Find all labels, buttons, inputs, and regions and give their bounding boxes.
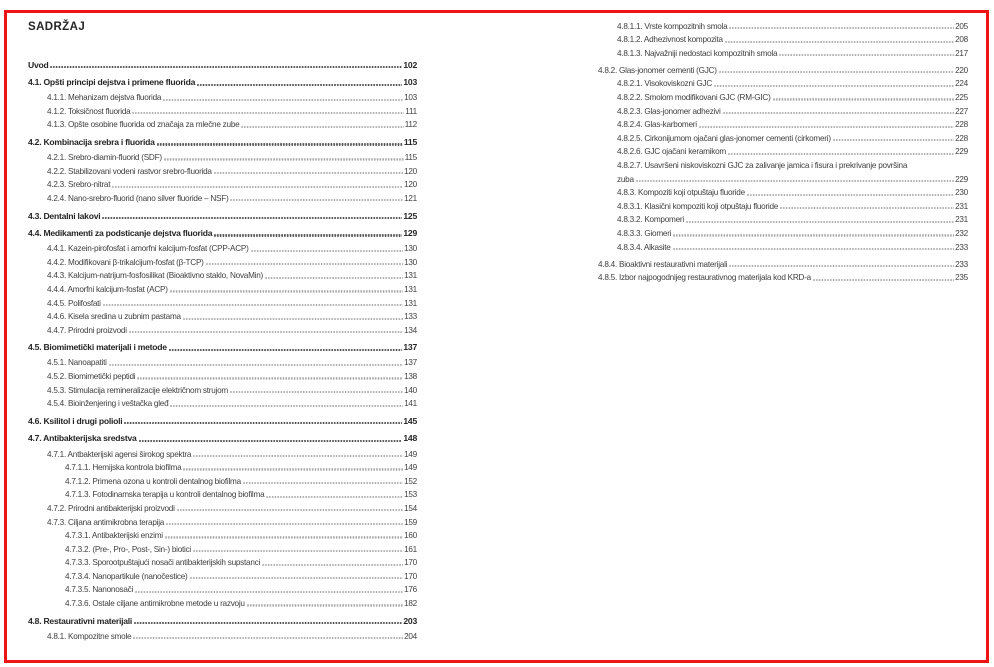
toc-entry-label: 4.8.3.3. Giomeri — [617, 229, 672, 238]
toc-entry-page: 176 — [404, 585, 417, 595]
toc-leader-dots — [699, 126, 954, 128]
toc-entry — [598, 184, 968, 198]
toc-entry — [28, 149, 417, 163]
toc-leader-dots — [129, 331, 403, 333]
toc-entry-page: 130 — [404, 244, 417, 254]
toc-leader-dots — [50, 66, 402, 68]
toc-entry-page: 217 — [955, 48, 968, 58]
toc-entry — [598, 255, 968, 269]
toc-entry — [598, 269, 968, 283]
toc-entry-label: 4.8. Restaurativni materijali — [28, 615, 133, 626]
toc-entry-page: 120 — [404, 180, 417, 190]
toc-entry — [28, 527, 417, 541]
toc-entry — [28, 581, 417, 595]
toc-entry-label: zuba — [617, 174, 634, 184]
toc-entry-page: 220 — [955, 65, 968, 75]
toc-entry — [598, 116, 968, 130]
toc-entry-label: 4.8.3.1. Klasični kompoziti koji otpuštaju fluoride — [617, 201, 779, 211]
toc-entry-label: 4.7.3.1. Antibakterijski enzimi — [65, 531, 163, 541]
toc-entry-page: 228 — [955, 133, 968, 143]
toc-entry — [28, 56, 417, 70]
toc-leader-dots — [773, 98, 955, 100]
toc-entry-page: 229 — [955, 174, 968, 184]
toc-entry-page: 233 — [955, 259, 968, 269]
toc-entry-label: 4.8.5. Izbor najpogodnijeg restaurativnog materijala kod KRD-a — [598, 273, 811, 283]
toc-entry-page: 129 — [403, 228, 417, 239]
toc-leader-dots — [266, 496, 403, 498]
toc-leader-dots — [170, 290, 403, 292]
toc-leader-dots — [747, 194, 954, 196]
toc-entry-label: 4.8.2.5. Cirkonijumom ojačani glas-jonomer cementi (cirkomeri) — [617, 133, 831, 143]
toc-entry-label: 4.5.3. Stimulacija remineralizacije električnom strujom — [47, 385, 228, 395]
toc-leader-dots — [230, 391, 403, 393]
toc-leader-dots — [214, 234, 402, 236]
toc-entry-page: 153 — [404, 490, 417, 500]
toc-leader-dots — [230, 199, 403, 201]
toc-leader-dots — [124, 422, 402, 424]
toc-entry-page: 227 — [955, 106, 968, 116]
toc-leader-dots — [673, 234, 954, 236]
toc-entry — [598, 31, 968, 45]
toc-leader-dots — [183, 318, 403, 320]
toc-entry-label: 4.3. Dentalni lakovi — [28, 210, 101, 221]
toc-entry-label: 4.2.4. Nano-srebro-fluorid (nano silver fluoride – NSF) — [47, 193, 229, 203]
toc-entry-page: 115 — [404, 153, 417, 163]
toc-entry — [598, 102, 968, 116]
toc-leader-dots — [102, 217, 402, 219]
toc-entry-page: 137 — [404, 358, 417, 368]
toc-entry — [28, 267, 417, 281]
toc-entry — [28, 102, 417, 116]
toc-entry-page: 125 — [403, 210, 417, 221]
toc-entry-label: 4.7. Antibakterijska sredstva — [28, 433, 137, 444]
toc-entry — [28, 486, 417, 500]
toc-entry-label: 4.7.1.2. Primena ozona u kontroli dentalnog biofilma — [65, 476, 241, 486]
toc-leader-dots — [728, 153, 954, 155]
toc-entry-page: 235 — [955, 273, 968, 283]
toc-entry-label: 4.7.1.1. Hemijska kontrola biofilma — [65, 463, 182, 473]
toc-entry — [598, 224, 968, 238]
toc-entry-label: 4.4.3. Kalcijum-natrijum-fosfosilikat (Bioaktivno staklo, NovaMin) — [47, 271, 264, 281]
toc-entry-page: 145 — [403, 415, 417, 426]
toc-entry-label: 4.8.1.2. Adhezivnost kompozita — [617, 35, 723, 45]
toc-entry-page: 224 — [955, 79, 968, 89]
toc-entry — [28, 412, 417, 426]
toc-entry — [28, 339, 417, 353]
toc-entry-label: 4.8.2.7. Usavršeni niskoviskozni GJC za zalivanje jamica i fisura i prekrivanje površina — [617, 161, 908, 171]
toc-entry-label: 4.1.3. Opšte osobine fluorida od značaja za mlečne zube — [47, 120, 240, 130]
toc-entry-label: 4.2.3. Srebro-nitrat — [47, 180, 111, 190]
toc-entry-page: 131 — [404, 298, 417, 308]
toc-column-right — [598, 17, 968, 282]
toc-entry-label: 4.8.3.4. Alkasite — [617, 242, 671, 252]
toc-leader-dots — [132, 112, 404, 114]
toc-entry-label: 4.7.3.5. Nanonosači — [65, 585, 134, 595]
toc-entry — [598, 44, 968, 58]
toc-entry-page: 138 — [404, 372, 417, 382]
toc-entry-page: 140 — [404, 385, 417, 395]
toc-entry-label: 4.4.2. Modifikovani β-trikalcijum-fosfat (β-TCP) — [47, 257, 204, 267]
toc-entry — [28, 240, 417, 254]
toc-entry — [28, 225, 417, 239]
toc-entry-page: 231 — [955, 215, 968, 225]
toc-entry-page: 204 — [404, 631, 417, 641]
toc-entry-label: 4.7.3.3. Sporootpuštajući nosači antibakterijskih supstanci — [65, 558, 261, 568]
toc-entry-page: 131 — [404, 285, 417, 294]
toc-leader-dots — [719, 71, 954, 73]
toc-entry-label: 4.5.1. Nanoapatiti — [47, 358, 107, 368]
toc-entry-label: 4.5.4. Bioinženjering i veštačka gleđ — [47, 399, 169, 409]
toc-leader-dots — [206, 263, 403, 265]
toc-leader-dots — [166, 523, 403, 525]
toc-entry — [28, 612, 417, 626]
toc-entry-page: 205 — [955, 21, 968, 31]
toc-entry — [28, 594, 417, 608]
toc-leader-dots — [183, 468, 403, 470]
toc-entry-label: 4.5. Biomimetički materijali i metode — [28, 342, 167, 353]
toc-entry — [28, 89, 417, 103]
toc-entry-page: 112 — [404, 120, 417, 130]
toc-entry-page: 103 — [404, 93, 417, 103]
toc-entry-page: 115 — [403, 137, 417, 148]
toc-leader-dots — [103, 304, 403, 306]
toc-entry — [598, 211, 968, 225]
toc-entry-label: 4.8.3. Kompoziti koji otpuštaju fluoride — [617, 188, 745, 198]
toc-entry-page: 148 — [403, 433, 417, 444]
toc-entry-page: 103 — [403, 77, 417, 88]
toc-entry — [28, 367, 417, 381]
toc-entry-page: 228 — [955, 120, 968, 130]
toc-leader-dots — [243, 482, 403, 484]
toc-entry — [28, 253, 417, 267]
toc-entry-label: 4.7.3. Ciljana antimikrobna terapija — [47, 517, 165, 527]
toc-entry-label: Uvod — [28, 59, 49, 70]
toc-entry-label: 4.2.2. Stabilizovani vodeni rastvor srebro-fluorida — [47, 166, 212, 176]
toc-entry-page: 137 — [403, 342, 417, 353]
toc-entry-page: 134 — [404, 325, 417, 335]
toc-entry-label: 4.4.4. Amorfni kalcijum-fosfat (ACP) — [47, 285, 168, 294]
toc-entry — [28, 395, 417, 409]
toc-entry-label: 4.8.3.2. Kompomeri — [617, 215, 684, 225]
toc-entry — [28, 381, 417, 395]
toc-entry-label: 4.5.2. Biomimetički peptidi — [47, 372, 136, 382]
toc-entry — [598, 143, 968, 157]
toc-leader-dots — [193, 550, 403, 552]
toc-entry — [28, 176, 417, 190]
toc-entry-page: 152 — [404, 476, 417, 486]
toc-entry — [598, 197, 968, 211]
toc-entry-page: 170 — [404, 558, 417, 568]
toc-entry — [28, 499, 417, 513]
toc-entry — [28, 627, 417, 641]
toc-entry — [28, 430, 417, 444]
toc-entry-label: 4.2. Kombinacija srebra i fluorida — [28, 137, 155, 148]
toc-leader-dots — [193, 455, 403, 457]
toc-leader-dots — [165, 536, 403, 538]
toc-leader-dots — [636, 180, 954, 182]
toc-entry — [598, 129, 968, 143]
toc-entry-label: 4.8.1. Kompozitne smole — [47, 631, 132, 641]
toc-entry-label: 4.4.6. Kisela sredina u zubnim pastama — [47, 312, 181, 322]
toc-leader-dots — [112, 186, 403, 188]
toc-entry-label: 4.4. Medikamenti za podsticanje dejstva fluorida — [28, 228, 213, 239]
toc-leader-dots — [139, 440, 403, 442]
toc-entry-page: 233 — [955, 242, 968, 252]
toc-entry — [598, 75, 968, 89]
toc-leader-dots — [265, 277, 403, 279]
toc-entry-page: 111 — [405, 106, 417, 116]
toc-leader-dots — [251, 250, 403, 252]
toc-entry-label: 4.8.2.2. Smolom modifikovani GJC (RM-GIC) — [617, 93, 771, 103]
toc-entry-label: 4.7.1. Antbakterijski agensi širokog spektra — [47, 449, 192, 459]
toc-leader-dots — [157, 143, 403, 145]
toc-entry-label: 4.7.3.2. (Pre-, Pro-, Post-, Sin-) biotici — [65, 544, 192, 554]
toc-leader-dots — [190, 577, 404, 579]
toc-leader-dots — [686, 221, 954, 223]
toc-entry — [28, 554, 417, 568]
page-title: SADRŽAJ — [28, 21, 86, 33]
toc-entry-label: 4.4.7. Prirodni proizvodi — [47, 325, 127, 335]
toc-entry-label: 4.8.2.4. Glas-karbomeri — [617, 120, 697, 130]
toc-entry-label: 4.1. Opšti principi dejstva i primene fluorida — [28, 77, 196, 88]
toc-leader-dots — [673, 248, 955, 250]
toc-entry-page: 133 — [404, 312, 417, 322]
toc-entry — [598, 170, 968, 184]
toc-leader-dots — [170, 405, 403, 407]
toc-leader-dots — [262, 564, 403, 566]
toc-entry — [28, 472, 417, 486]
toc-leader-dots — [725, 41, 954, 43]
toc-entry-page: 231 — [955, 201, 968, 211]
toc-leader-dots — [780, 207, 954, 209]
toc-leader-dots — [723, 112, 955, 114]
toc-entry-label: 4.8.1.3. Najvažniji nedostaci kompozitnih smola — [617, 48, 778, 58]
toc-leader-dots — [137, 377, 403, 379]
toc-entry — [28, 162, 417, 176]
toc-entry — [598, 156, 968, 170]
toc-entry-label: 4.7.2. Prirodni antibakterijski proizvodi — [47, 503, 175, 513]
toc-entry-page: 141 — [404, 399, 417, 409]
toc-leader-dots — [134, 622, 402, 624]
toc-leader-dots — [241, 126, 403, 128]
toc-leader-dots — [729, 265, 954, 267]
toc-entry — [28, 540, 417, 554]
toc-entry — [28, 354, 417, 368]
toc-entry-label: 4.4.5. Polifosfati — [47, 298, 101, 308]
toc-entry-label: 4.7.3.4. Nanopartikule (nanočestice) — [65, 571, 188, 581]
toc-entry-page: 149 — [404, 449, 417, 459]
toc-entry — [598, 88, 968, 102]
toc-entry — [28, 133, 417, 147]
toc-entry-page: 225 — [955, 93, 968, 103]
toc-entry — [598, 61, 968, 75]
toc-entry-page: 120 — [404, 166, 417, 176]
toc-entry-page: 229 — [955, 147, 968, 157]
toc-entry-page: 160 — [404, 531, 417, 541]
toc-entry — [28, 294, 417, 308]
toc-entry-label: 4.7.1.3. Fotodinamska terapija u kontroli dentalnog biofilma — [65, 490, 265, 500]
toc-entry-label: 4.8.2.1. Visokoviskozni GJC — [617, 79, 713, 89]
toc-entry-page: 154 — [404, 503, 417, 513]
toc-leader-dots — [177, 509, 403, 511]
toc-entry-label: 4.1.2. Toksičnost fluorida — [47, 106, 131, 116]
toc-leader-dots — [135, 591, 403, 593]
toc-entry-label: 4.8.1.1. Vrste kompozitnih smola — [617, 21, 728, 31]
toc-leader-dots — [247, 604, 403, 606]
toc-entry — [28, 207, 417, 221]
toc-entry-label: 4.6. Ksilitol i drugi polioli — [28, 415, 123, 426]
toc-leader-dots — [133, 637, 403, 639]
toc-entry-page: 121 — [404, 193, 417, 203]
toc-entry-page: 203 — [403, 615, 417, 626]
toc-entry — [28, 321, 417, 335]
toc-entry-page: 149 — [404, 463, 417, 473]
toc-entry-page: 131 — [404, 271, 417, 281]
toc-entry — [28, 74, 417, 88]
toc-column-left — [28, 56, 417, 641]
toc-entry-page: 159 — [404, 517, 417, 527]
toc-entry — [28, 116, 417, 130]
toc-leader-dots — [163, 99, 403, 101]
toc-leader-dots — [813, 279, 954, 281]
toc-entry-page: 232 — [955, 229, 968, 238]
toc-entry — [28, 445, 417, 459]
toc-entry — [28, 308, 417, 322]
toc-entry-page: 208 — [955, 35, 968, 45]
toc-leader-dots — [714, 85, 954, 87]
toc-leader-dots — [197, 84, 402, 86]
toc-entry — [28, 513, 417, 527]
toc-entry-page: 102 — [403, 59, 417, 70]
toc-leader-dots — [729, 27, 954, 29]
toc-entry-page: 230 — [955, 188, 968, 198]
toc-leader-dots — [779, 54, 954, 56]
toc-entry-page: 130 — [404, 257, 417, 267]
toc-entry-page: 170 — [404, 571, 417, 581]
toc-entry-label: 4.4.1. Kazein-pirofosfat i amorfni kalcijum-fosfat (CPP-ACP) — [47, 244, 249, 254]
toc-entry-page: 182 — [404, 599, 417, 609]
toc-entry-label: 4.8.2.3. Glas-jonomer adhezivi — [617, 106, 721, 116]
toc-entry — [28, 459, 417, 473]
toc-entry — [28, 280, 417, 294]
toc-entry-page: 161 — [404, 544, 417, 554]
toc-leader-dots — [833, 139, 954, 141]
toc-leader-dots — [214, 172, 403, 174]
toc-entry — [28, 189, 417, 203]
toc-entry-label: 4.2.1. Srebro-diamin-fluorid (SDF) — [47, 153, 162, 163]
toc-entry — [28, 567, 417, 581]
toc-leader-dots — [109, 364, 403, 366]
toc-entry — [598, 238, 968, 252]
toc-entry-label: 4.1.1. Mehanizam dejstva fluorida — [47, 93, 162, 103]
toc-entry-label: 4.8.2.6. GJC ojačani keramikom — [617, 147, 726, 157]
toc-entry — [598, 17, 968, 31]
toc-leader-dots — [169, 349, 403, 351]
toc-entry-label: 4.8.2. Glas-jonomer cementi (GJC) — [598, 65, 717, 75]
toc-leader-dots — [164, 158, 404, 160]
toc-entry-label: 4.7.3.6. Ostale ciljane antimikrobne metode u razvoju — [65, 599, 245, 609]
toc-entry-label: 4.8.4. Bioaktivni restaurativni materijali — [598, 259, 728, 269]
